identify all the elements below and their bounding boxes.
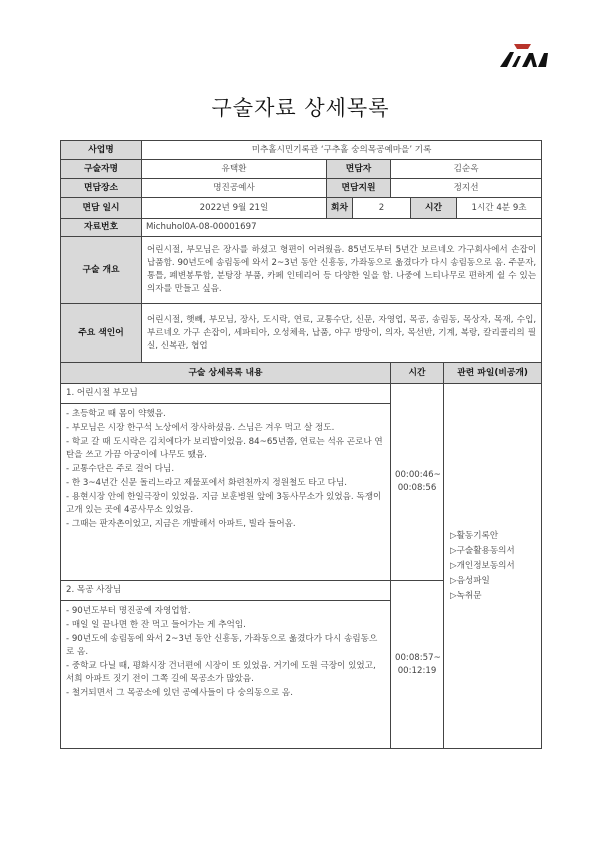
session-label: 회차	[327, 198, 353, 219]
list-item: - 90년도부터 명진공예 자영업함.	[66, 606, 191, 616]
section-1-time	[391, 384, 444, 581]
file-item: ▷녹취문	[450, 590, 482, 601]
record-id-label: 자료번호	[61, 219, 142, 237]
section-2-time-text: 00:08:57~ 00:12:19	[395, 652, 441, 676]
duration-value: 1시간 4분 9초	[457, 198, 542, 219]
keywords-label: 주요 색인어	[61, 304, 142, 363]
place-label: 면담장소	[61, 179, 142, 198]
narrator-label: 구술자명	[61, 160, 142, 179]
list-item: - 90년도에 송림동에 와서 2~3년 동안 신흥동, 가좌동으로 옮겼다가 다시 송림동으로 옴.	[66, 634, 378, 657]
content-header: 구술 상세목록 내용	[61, 363, 391, 384]
section-2-items	[61, 601, 391, 749]
file-item: ▷활동기록안	[450, 530, 499, 541]
list-item: - 부모님은 시장 한구석 노상에서 장사하셨음. 스님은 겨우 먹고 살 정도.	[66, 423, 335, 433]
list-item: - 초등학교 때 몸이 약했음.	[66, 409, 166, 419]
session-value: 2	[353, 198, 411, 219]
section-1-title: 1. 어린시절 부모님	[61, 384, 391, 404]
section-2-time	[391, 581, 444, 749]
file-item: ▷개인정보동의서	[450, 560, 515, 571]
section-1-time-text: 00:00:46~ 00:08:56	[395, 470, 441, 493]
oral-history-table	[60, 140, 542, 749]
date-label: 면담 일시	[61, 198, 142, 219]
files-header: 관련 파일(비공개)	[444, 363, 542, 384]
project-label: 사업명	[61, 141, 142, 160]
support-label: 면담지원	[327, 179, 391, 198]
date-value: 2022년 9월 21일	[142, 198, 327, 219]
file-item: ▷구술활용동의서	[450, 545, 515, 556]
list-item: - 한 3~4년간 신문 돌리느라고 제물포에서 화련천까지 정원철도 타고 다님.	[66, 478, 347, 488]
support-value: 정지선	[391, 179, 542, 198]
institution-logo	[497, 40, 551, 70]
list-item: - 용현시장 안에 한일극장이 있었음. 지금 보훈병원 앞에 3동사무소가 있었음. 독쟁이 고개 있는 곳에 4공사무소 있었음.	[66, 492, 382, 515]
project-value: 미추홀시민기록관 ‘구추홀 숭의목공예마을’ 기록	[142, 141, 542, 160]
section-2-title: 2. 목공 사장님	[61, 581, 391, 601]
list-item: - 철거되면서 그 목공소에 있던 공예사들이 다 숭의동으로 옴.	[66, 688, 293, 698]
section-1-items	[61, 404, 391, 581]
record-id-value: Michuhol0A-08-00001697	[142, 219, 542, 237]
list-item: - 매일 일 끝나면 한 잔 먹고 들어가는 게 추억임.	[66, 620, 246, 630]
summary-label: 구술 개요	[61, 237, 142, 304]
time-header: 시간	[391, 363, 444, 384]
list-item: - 교통수단은 주로 걸어 다님.	[66, 464, 175, 474]
document-title: 구술자료 상세목록	[211, 96, 390, 120]
narrator-value: 유택환	[142, 160, 327, 179]
file-item: ▷음성파일	[450, 575, 490, 586]
place-value: 명진공예사	[142, 179, 327, 198]
list-item: - 중학교 다닐 때, 평화시장 건너편에 시장이 또 있었음. 거기에 도원 극장이 있었고, 서희 아파트 짓기 전이 그쪽 길에 목공소가 많았음.	[66, 661, 376, 684]
interviewer-value: 김순옥	[391, 160, 542, 179]
keywords-text: 어린시절, 햇빼, 부모님, 장사, 도시락, 연료, 교통수단, 신문, 자영업, 목공, 송림동, 목상자, 목재, 수입, 부르네오 가구 손잡이, 세파티아, 오성체육, 납품, 야구 방망이, 의자, 목선반, 기계, 복랑, 칼리콜리의 필실, 신복관, 협업	[142, 304, 542, 363]
list-item: - 학교 갈 때 도시락은 김치에다가 보리밥이었음. 84~65년쯤, 연료는 석유 곤로나 연탄을 쓰고 가끔 아궁이에 나무도 땠음.	[66, 437, 383, 460]
related-files	[444, 384, 542, 749]
duration-label: 시간	[411, 198, 457, 219]
interviewer-label: 면담자	[327, 160, 391, 179]
summary-text: 어린시절, 부모님은 장사를 하셨고 형편이 어려웠음. 85년도부터 5년간 보르네오 가구회사에서 손잡이 납품함. 90년도에 송림동에 와서 2~3년 동안 신흥동, 가좌동으로 옮겼다가 다시 송림동으로 옴. 주문자, 통틀, 폐변봉투함, 분탕장 부품, 카페 인테리어 등 다양한 일을 함. 나중에 느티나무로 편하게 쉴 수 있는 의자를 만들고 싶음.	[142, 237, 542, 304]
list-item: - 그때는 판자촌이었고, 지금은 개발해서 아파트, 빌라 들어옴.	[66, 519, 296, 529]
